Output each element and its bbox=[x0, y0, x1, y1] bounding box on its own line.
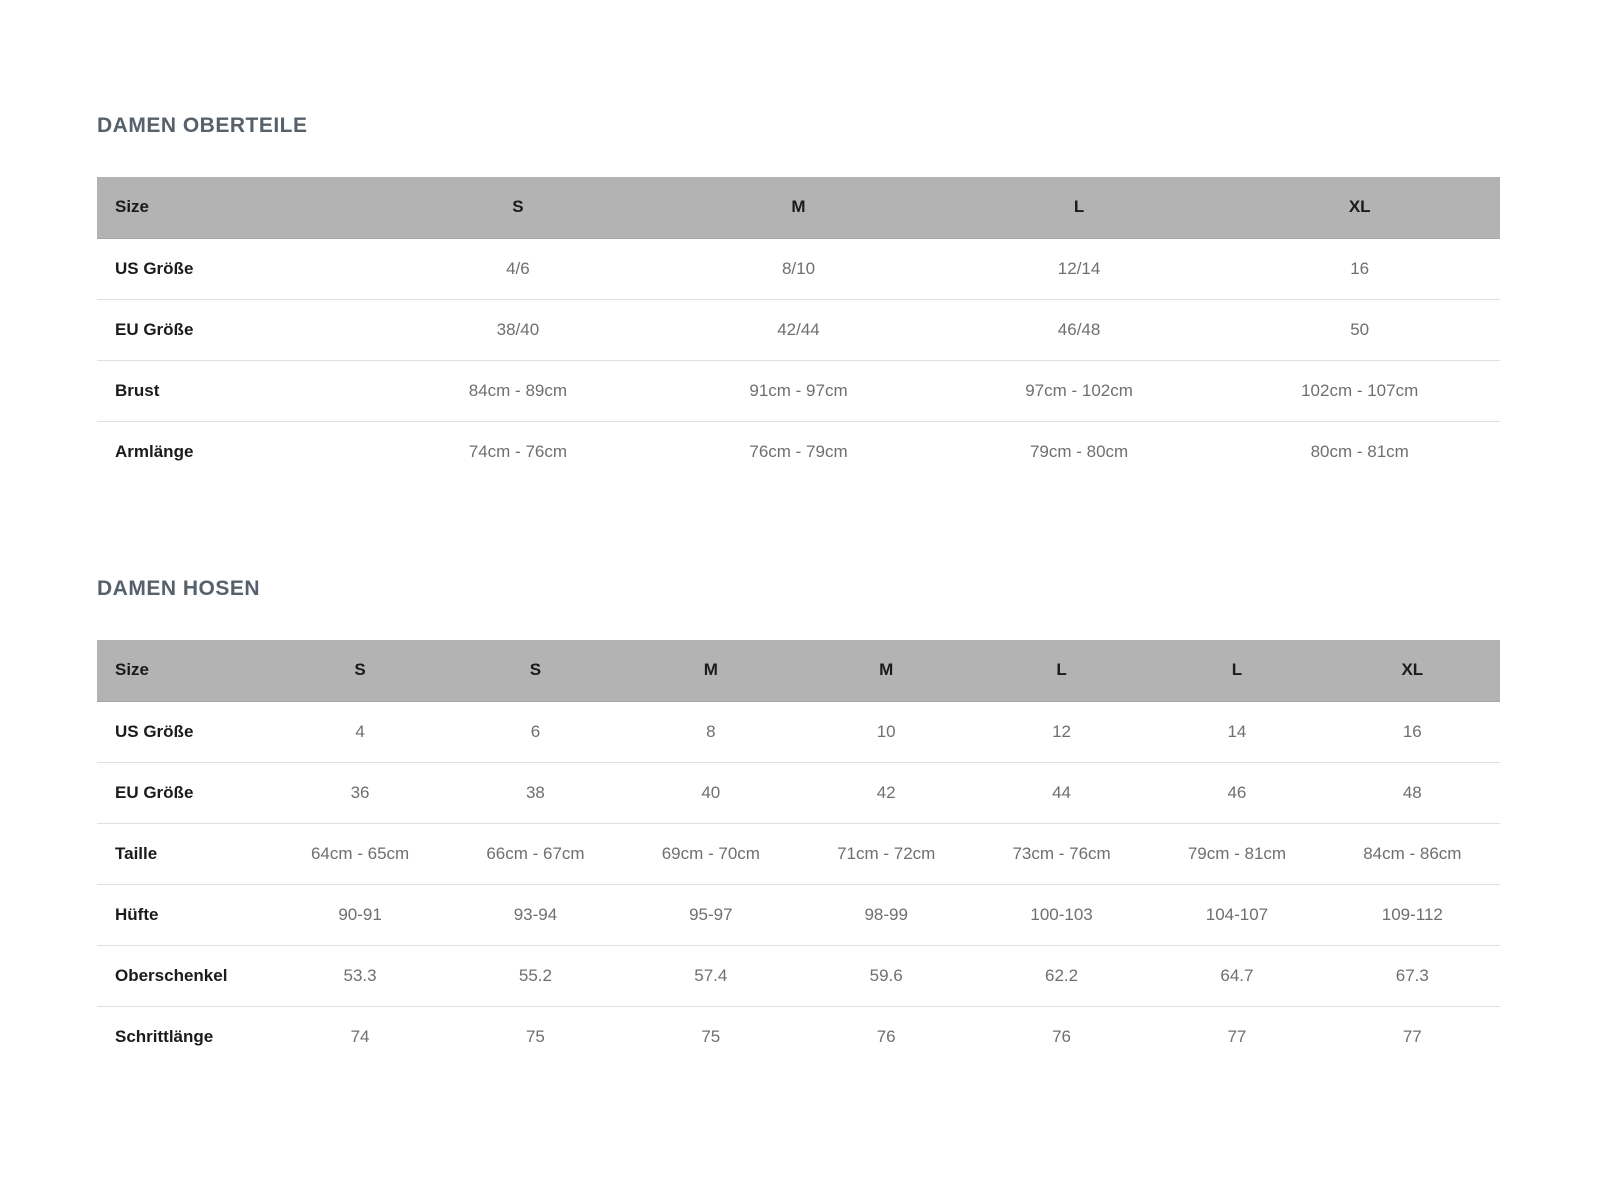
cell-value: 64cm - 65cm bbox=[272, 823, 447, 884]
cell-value: 46/48 bbox=[939, 299, 1220, 360]
size-table-oberteile bbox=[97, 177, 1500, 482]
cell-value: 102cm - 107cm bbox=[1219, 360, 1500, 421]
cell-value: 97cm - 102cm bbox=[939, 360, 1220, 421]
table-row bbox=[97, 299, 1500, 360]
cell-value: 74 bbox=[272, 1006, 447, 1067]
table-header-row bbox=[97, 177, 1500, 238]
table-row bbox=[97, 238, 1500, 299]
row-label: EU Größe bbox=[97, 762, 272, 823]
cell-value: 53.3 bbox=[272, 945, 447, 1006]
cell-value: 64.7 bbox=[1149, 945, 1324, 1006]
cell-value: 40 bbox=[623, 762, 798, 823]
cell-value: 75 bbox=[448, 1006, 623, 1067]
cell-value: 6 bbox=[448, 701, 623, 762]
cell-value: 44 bbox=[974, 762, 1149, 823]
cell-value: 8/10 bbox=[658, 238, 939, 299]
table-row bbox=[97, 884, 1500, 945]
table-row bbox=[97, 823, 1500, 884]
cell-value: 57.4 bbox=[623, 945, 798, 1006]
table-row bbox=[97, 945, 1500, 1006]
table-row bbox=[97, 421, 1500, 482]
section-title: DAMEN OBERTEILE bbox=[97, 114, 308, 137]
cell-value: 76 bbox=[799, 1006, 974, 1067]
cell-value: 55.2 bbox=[448, 945, 623, 1006]
table-row bbox=[97, 762, 1500, 823]
column-header: L bbox=[939, 177, 1220, 238]
cell-value: 8 bbox=[623, 701, 798, 762]
section-title: DAMEN HOSEN bbox=[97, 577, 261, 600]
cell-value: 76cm - 79cm bbox=[658, 421, 939, 482]
table-row bbox=[97, 1006, 1500, 1067]
cell-value: 42/44 bbox=[658, 299, 939, 360]
cell-value: 16 bbox=[1219, 238, 1500, 299]
cell-value: 84cm - 86cm bbox=[1325, 823, 1500, 884]
row-label: Oberschenkel bbox=[97, 945, 272, 1006]
cell-value: 73cm - 76cm bbox=[974, 823, 1149, 884]
column-header: M bbox=[623, 640, 798, 701]
cell-value: 4/6 bbox=[378, 238, 659, 299]
column-header: Size bbox=[97, 640, 272, 701]
cell-value: 74cm - 76cm bbox=[378, 421, 659, 482]
column-header: S bbox=[448, 640, 623, 701]
column-header: XL bbox=[1325, 640, 1500, 701]
cell-value: 77 bbox=[1325, 1006, 1500, 1067]
column-header: S bbox=[378, 177, 659, 238]
cell-value: 4 bbox=[272, 701, 447, 762]
column-header: XL bbox=[1219, 177, 1500, 238]
cell-value: 95-97 bbox=[623, 884, 798, 945]
cell-value: 12 bbox=[974, 701, 1149, 762]
column-header: Size bbox=[97, 177, 378, 238]
cell-value: 76 bbox=[974, 1006, 1149, 1067]
cell-value: 59.6 bbox=[799, 945, 974, 1006]
column-header: L bbox=[974, 640, 1149, 701]
column-header: S bbox=[272, 640, 447, 701]
section-damen-oberteile bbox=[97, 115, 1503, 482]
table-header-row bbox=[97, 640, 1500, 701]
cell-value: 71cm - 72cm bbox=[799, 823, 974, 884]
cell-value: 46 bbox=[1149, 762, 1324, 823]
cell-value: 79cm - 81cm bbox=[1149, 823, 1324, 884]
cell-value: 98-99 bbox=[799, 884, 974, 945]
cell-value: 91cm - 97cm bbox=[658, 360, 939, 421]
section-damen-hosen bbox=[97, 578, 1503, 1067]
cell-value: 14 bbox=[1149, 701, 1324, 762]
cell-value: 38 bbox=[448, 762, 623, 823]
cell-value: 69cm - 70cm bbox=[623, 823, 798, 884]
cell-value: 42 bbox=[799, 762, 974, 823]
row-label: Hüfte bbox=[97, 884, 272, 945]
cell-value: 100-103 bbox=[974, 884, 1149, 945]
row-label: Brust bbox=[97, 360, 378, 421]
cell-value: 67.3 bbox=[1325, 945, 1500, 1006]
cell-value: 36 bbox=[272, 762, 447, 823]
cell-value: 66cm - 67cm bbox=[448, 823, 623, 884]
column-header: L bbox=[1149, 640, 1324, 701]
cell-value: 10 bbox=[799, 701, 974, 762]
cell-value: 93-94 bbox=[448, 884, 623, 945]
cell-value: 50 bbox=[1219, 299, 1500, 360]
column-header: M bbox=[658, 177, 939, 238]
cell-value: 12/14 bbox=[939, 238, 1220, 299]
table-row bbox=[97, 360, 1500, 421]
row-label: Taille bbox=[97, 823, 272, 884]
table-row bbox=[97, 701, 1500, 762]
cell-value: 62.2 bbox=[974, 945, 1149, 1006]
cell-value: 84cm - 89cm bbox=[378, 360, 659, 421]
cell-value: 77 bbox=[1149, 1006, 1324, 1067]
column-header: M bbox=[799, 640, 974, 701]
size-table-hosen bbox=[97, 640, 1500, 1067]
cell-value: 90-91 bbox=[272, 884, 447, 945]
row-label: Schrittlänge bbox=[97, 1006, 272, 1067]
cell-value: 104-107 bbox=[1149, 884, 1324, 945]
cell-value: 48 bbox=[1325, 762, 1500, 823]
cell-value: 75 bbox=[623, 1006, 798, 1067]
row-label: Armlänge bbox=[97, 421, 378, 482]
row-label: EU Größe bbox=[97, 299, 378, 360]
row-label: US Größe bbox=[97, 238, 378, 299]
cell-value: 80cm - 81cm bbox=[1219, 421, 1500, 482]
row-label: US Größe bbox=[97, 701, 272, 762]
cell-value: 79cm - 80cm bbox=[939, 421, 1220, 482]
cell-value: 16 bbox=[1325, 701, 1500, 762]
cell-value: 109-112 bbox=[1325, 884, 1500, 945]
cell-value: 38/40 bbox=[378, 299, 659, 360]
